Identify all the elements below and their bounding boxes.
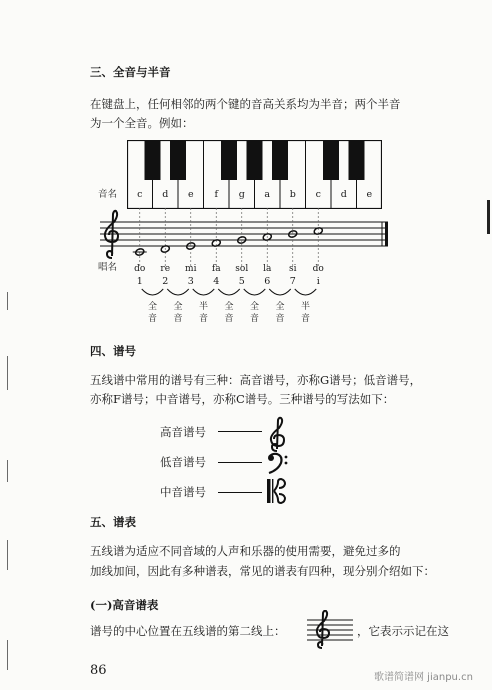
section-4-heading: 四、谱号	[90, 344, 136, 358]
section-5-last-line-b: ，它表示示记在这	[357, 624, 449, 638]
black-key	[170, 140, 186, 180]
interval-top: 半	[300, 302, 310, 312]
treble-clef-icon	[266, 416, 288, 456]
solfege-syllable: re	[160, 264, 171, 274]
interval-top: 全	[249, 302, 259, 312]
interval-brackets	[135, 287, 335, 303]
changming-label: 唱名	[98, 262, 118, 273]
section-4-line-2: 亦称F谱号；中音谱号，亦称C谱号。三种谱号的写法如下：	[90, 392, 395, 406]
scan-mark	[7, 356, 8, 390]
interval-brace	[167, 289, 189, 295]
section-5-subheading: (一)高音谱表	[90, 598, 159, 612]
bass-clef-label: 低音谱号	[160, 455, 206, 469]
scan-mark	[7, 292, 8, 310]
scan-mark	[7, 460, 8, 482]
note-name: c	[137, 189, 143, 200]
scale-degree: 1	[136, 276, 143, 287]
black-key	[349, 140, 365, 180]
interval-brace	[269, 289, 291, 295]
interval-brace	[295, 289, 317, 295]
interval-bottom: 音	[173, 314, 183, 324]
treble-staff-icon	[307, 610, 353, 654]
black-key	[145, 140, 161, 180]
interval-bottom: 音	[300, 314, 310, 324]
solfege-syllable: si	[289, 264, 297, 274]
interval-brace	[193, 289, 215, 295]
black-key	[272, 140, 288, 180]
bass-clef-leader	[218, 462, 262, 463]
scan-mark	[7, 540, 8, 570]
section-5-line-1: 五线谱为适应不同音域的人声和乐器的使用需要，避免过多的	[90, 544, 401, 558]
section-5-line-2: 加线加间，因此有多种谱表，常见的谱表有四种，现分别介绍如下：	[90, 564, 435, 578]
section-3-line-1: 在键盘上，任何相邻的两个键的音高关系均为半音；两个半音	[90, 97, 401, 111]
scale-degree: 6	[264, 276, 271, 287]
scale-degree: i	[316, 276, 320, 287]
interval-top: 半	[198, 302, 208, 312]
scale-degree: 7	[289, 276, 296, 287]
note-name: d	[340, 189, 347, 200]
watermark: 歌谱简谱网 jianpu.cn	[374, 672, 473, 683]
section-3-heading: 三、全音与半音	[90, 65, 171, 79]
solfege-syllable: do	[134, 264, 146, 274]
interval-top: 全	[147, 302, 157, 312]
scale-degree: 3	[187, 276, 194, 287]
black-key	[221, 140, 237, 180]
yinming-label: 音名	[98, 189, 118, 200]
scale-degree: 5	[238, 276, 245, 287]
alto-clef-label: 中音谱号	[160, 485, 206, 499]
black-key	[247, 140, 263, 180]
note-name: d	[162, 189, 169, 200]
interval-brace	[218, 289, 240, 295]
section-4-line-1: 五线谱中常用的谱号有三种：高音谱号，亦称G谱号；低音谱号，	[90, 373, 422, 387]
treble-clef-leader	[218, 431, 262, 432]
page-number: 86	[90, 663, 107, 678]
interval-bottom: 音	[224, 314, 234, 324]
bass-clef-icon	[266, 452, 290, 478]
scale-degree: 2	[162, 276, 169, 287]
note-name: b	[289, 189, 296, 200]
solfege-syllable: fa	[211, 264, 221, 274]
interval-top: 全	[224, 302, 234, 312]
alto-clef-icon	[266, 478, 286, 508]
black-key	[323, 140, 339, 180]
scan-mark	[7, 640, 8, 670]
note-name: a	[264, 189, 271, 200]
section-5-last-line-a: 谱号的中心位置在五线谱的第二线上：	[90, 624, 286, 638]
solfege-syllable: do	[312, 264, 324, 274]
final-barline	[385, 222, 388, 246]
interval-top: 全	[173, 302, 183, 312]
solfege-syllable: la	[263, 264, 272, 274]
solfege-syllable: mi	[185, 264, 197, 274]
section-5-heading: 五、谱表	[90, 515, 136, 529]
note-name: g	[238, 189, 245, 200]
treble-clef-label: 高音谱号	[160, 425, 206, 439]
interval-bottom: 音	[275, 314, 285, 324]
music-staff	[100, 208, 392, 268]
solfege-syllable: sol	[235, 264, 249, 274]
interval-top: 全	[275, 302, 285, 312]
interval-bottom: 音	[198, 314, 208, 324]
note-name: c	[315, 189, 321, 200]
alto-clef-leader	[218, 492, 262, 493]
section-3-line-2: 为一个全音。例如：	[90, 116, 194, 130]
scan-mark	[487, 200, 490, 234]
interval-brace	[244, 289, 266, 295]
note-name: f	[214, 189, 219, 200]
note-name: e	[187, 189, 194, 200]
scale-degree: 4	[213, 276, 220, 287]
note-name: e	[366, 189, 373, 200]
interval-bottom: 音	[147, 314, 157, 324]
interval-brace	[142, 289, 164, 295]
interval-bottom: 音	[249, 314, 259, 324]
